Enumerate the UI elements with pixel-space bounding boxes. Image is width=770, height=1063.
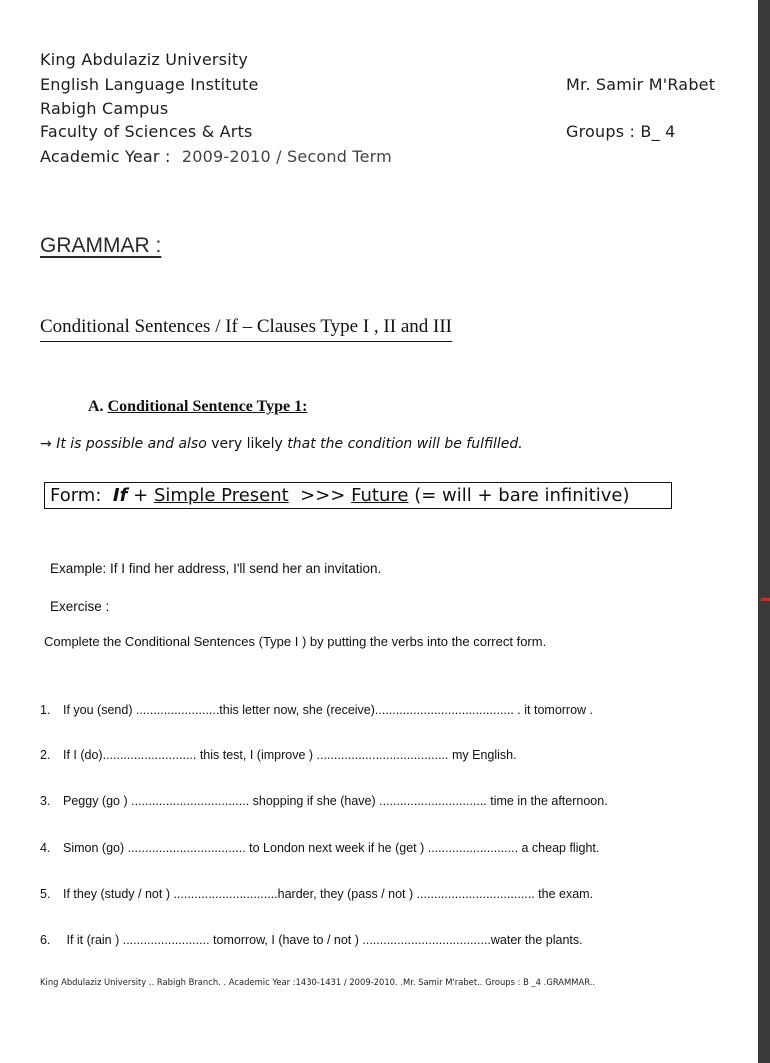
- university-name: King Abdulaziz University: [40, 50, 249, 69]
- window-edge: [758, 0, 770, 1063]
- form-rest: (= will + bare infinitive): [414, 485, 630, 506]
- page-footer: King Abdulaziz University .. Rabigh Branch. . Academic Year :1430-1431 / 2009-2010. .Mr. Samir M'rabet.. Groups : B _4 .GRAMMAR..: [40, 977, 596, 987]
- form-box: [44, 482, 672, 509]
- item-number: 6.: [40, 933, 51, 947]
- form-arrows: >>>: [300, 485, 346, 506]
- item-text: If I (do)........................... this test, I (improve ) ...................................... my English.: [63, 748, 517, 762]
- item-text: Peggy (go ) .................................. shopping if she (have) ............................... time in the afternoon.: [63, 794, 608, 808]
- item-text: If it (rain ) ......................... tomorrow, I (have to / not ) .....................................water the plants.: [63, 933, 583, 947]
- subtitle: [88, 398, 307, 416]
- exercise-instruction: Complete the Conditional Sentences (Type I ) by putting the verbs into the correct form.: [44, 634, 547, 649]
- groups-label: Groups : B_ 4: [566, 122, 676, 141]
- item-text: If they (study / not ) ..............................harder, they (pass / not ) .................................. the exam.: [63, 887, 594, 901]
- teacher-name: Mr. Samir M'Rabet: [566, 75, 716, 94]
- form-simple-present: Simple Present: [153, 485, 289, 506]
- item-number: 5.: [40, 887, 51, 901]
- form-future: Future: [351, 485, 409, 506]
- description-part1: It is possible and also: [56, 436, 207, 452]
- academic-year: [40, 147, 392, 166]
- description-part3: that the condition will be fulfilled.: [287, 436, 523, 452]
- edge-mark: [761, 598, 770, 601]
- form-if: If: [112, 485, 128, 506]
- exercise-item: [40, 887, 593, 901]
- exercise-label: Exercise :: [50, 599, 110, 614]
- section-heading: GRAMMAR :: [40, 234, 162, 257]
- item-text: If you (send) ........................this letter now, she (receive)........................................ . it tomorrow .: [63, 703, 594, 717]
- form-label: Form:: [50, 485, 102, 506]
- arrow-icon: →: [40, 436, 52, 452]
- page-title: Conditional Sentences / If – Clauses Type I , II and III: [40, 316, 452, 342]
- item-number: 1.: [40, 703, 51, 717]
- form-plus: +: [133, 485, 149, 506]
- description: [40, 436, 523, 452]
- item-number: 3.: [40, 794, 51, 808]
- item-number: 4.: [40, 841, 51, 855]
- exercise-item: [40, 794, 608, 808]
- subtitle-prefix: A.: [88, 398, 104, 415]
- institute-name: English Language Institute: [40, 75, 259, 94]
- description-part2: very likely: [211, 436, 283, 452]
- item-number: 2.: [40, 748, 51, 762]
- campus-name: Rabigh Campus: [40, 99, 169, 118]
- example-sentence: Example: If I find her address, I'll send her an invitation.: [50, 561, 382, 576]
- item-text: Simon (go) .................................. to London next week if he (get ) .......................... a cheap flight.: [63, 841, 600, 855]
- academic-year-value: 2009-2010 / Second Term: [181, 147, 392, 166]
- faculty-name: Faculty of Sciences & Arts: [40, 122, 253, 141]
- exercise-item: [40, 748, 517, 762]
- exercise-item: [40, 841, 599, 855]
- exercise-item: [40, 933, 583, 947]
- exercise-item: [40, 703, 593, 717]
- subtitle-text: Conditional Sentence Type 1:: [107, 398, 308, 415]
- academic-year-label: Academic Year :: [40, 147, 171, 166]
